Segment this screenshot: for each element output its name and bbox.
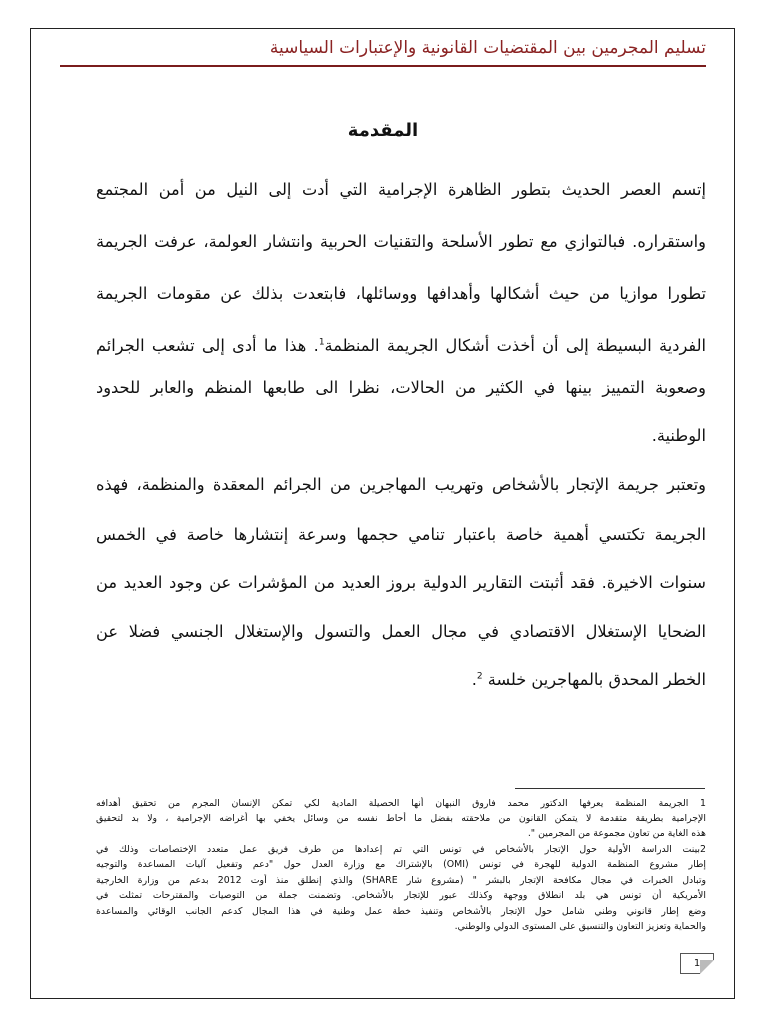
footnote-2-line-6: والحماية وتعزيز التعاون والتنسيق على المستوى الدولي والوطني. bbox=[454, 921, 706, 932]
page-number: 1 bbox=[693, 958, 701, 969]
paragraph-1-line-4 bbox=[96, 336, 706, 356]
paragraph-2-end-punct: . bbox=[471, 670, 477, 689]
paragraph-2-line-5-text: الخطر المحدق بالمهاجرين خلسة bbox=[487, 670, 706, 689]
footnote-2-marker[interactable]: 2 bbox=[476, 671, 483, 682]
paragraph-2-line-4: الضحايا الإستغلال الاقتصادي في مجال العمل والتسول والإستغلال الجنسي فضلا عن bbox=[96, 622, 706, 641]
footnote-separator bbox=[515, 788, 705, 789]
paragraph-2-line-1: وتعتبر جريمة الإتجار بالأشخاص وتهريب المهاجرين من الجرائم المعقدة والمنظمة، فهذه bbox=[96, 475, 706, 494]
footnote-2-line-5: وضع إطار قانوني وطني شامل حول الإتجار بالأشخاص وتنفيذ خطة عمل وطنية في هذا المجال كدعم الجانب الوقائي والمساعدة bbox=[96, 906, 706, 917]
page-number-box bbox=[680, 953, 714, 974]
footnote-2-line-2: إطار مشروع المنظمة الدولية للهجرة في تونس (OMI) بالإشتراك مع وزارة العدل حول "دعم وتفعيل آليات المساعدة والتوجيه bbox=[96, 859, 706, 870]
page-corner-fold-icon bbox=[700, 960, 714, 974]
paragraph-1-line-4-tail: . هذا ما أدى إلى تشعب الجرائم bbox=[96, 336, 319, 355]
footnote-1-line-3: هذه الغاية من تعاون مجموعة من المجرمين ". bbox=[527, 828, 706, 839]
paragraph-2-line-3: سنوات الاخيرة. فقد أثبتت التقارير الدولية بروز العديد من المؤشرات عن وجود العديد من bbox=[96, 573, 706, 592]
paragraph-1-line-5: وصعوبة التمييز بينها في الكثير من الحالات، نظرا الى طابعها المنظم والعابر للحدود bbox=[96, 378, 706, 397]
footnote-1-line-1: 1 الجريمة المنظمة يعرفها الدكتور محمد فاروق النبهان أنها الحصيلة المادية لكي تمكن الإنسان المجرم من تحقيق أهدافه bbox=[96, 798, 706, 809]
paragraph-1-line-1: إتسم العصر الحديث بتطور الظاهرة الإجرامية التي أدت إلى النيل من أمن المجتمع bbox=[96, 180, 706, 199]
paragraph-2-line-2: الجريمة تكتسي أهمية خاصة باعتبار تنامي حجمها وسرعة إنتشارها خاصة في الخمس bbox=[96, 525, 706, 544]
footnote-2-line-4: الأمريكية أن تونس هي بلد انطلاق ووجهة وكذلك عبور للإتجار بالأشخاص. وتضمنت جملة من التوصيات والمقترحات تمثلت في bbox=[96, 890, 706, 901]
paragraph-1-line-6: الوطنية. bbox=[651, 426, 706, 445]
paragraph-1-line-3: تطورا موازيا من حيث أشكالها وأهدافها ووسائلها، فابتعدت بذلك عن مقومات الجريمة bbox=[96, 284, 706, 303]
footnote-2-line-1: 2بينت الدراسة الأولية حول الإتجار بالأشخاص في تونس التي تم إعدادها من طرف فريق عمل متعدد الإختصاصات وذلك في bbox=[96, 844, 706, 855]
paragraph-1-line-2: واستقراره. فبالتوازي مع تطور الأسلحة والتقنيات الحربية وانتشار العولمة، عرفت الجريمة bbox=[96, 232, 706, 251]
paragraph-1-line-4-text: الفردية البسيطة إلى أن أخذت أشكال الجريمة المنظمة bbox=[324, 336, 706, 355]
footnote-1-marker[interactable]: 1 bbox=[318, 337, 325, 348]
footnote-1-line-2: الإجرامية بطريقة متقدمة لا يتمكن القانون من ملاحقته بفضل ما أحاط نفسه من وسائل يخفي بها أغراضه الإجرامية ، ولا بد لتحقيق bbox=[96, 813, 706, 824]
paragraph-2-line-5 bbox=[96, 670, 706, 690]
page-title: المقدمة bbox=[347, 120, 419, 141]
footnote-2-line-3: وتبادل الخبرات في مجال مكافحة الإتجار بالبشر " (مشروع شار SHARE) والذي إنطلق منذ أوت 2012 بدعم من وزارة الخارجية bbox=[96, 875, 706, 886]
running-header: تسليم المجرمين بين المقتضيات القانونية والإعتبارات السياسية bbox=[60, 38, 706, 67]
